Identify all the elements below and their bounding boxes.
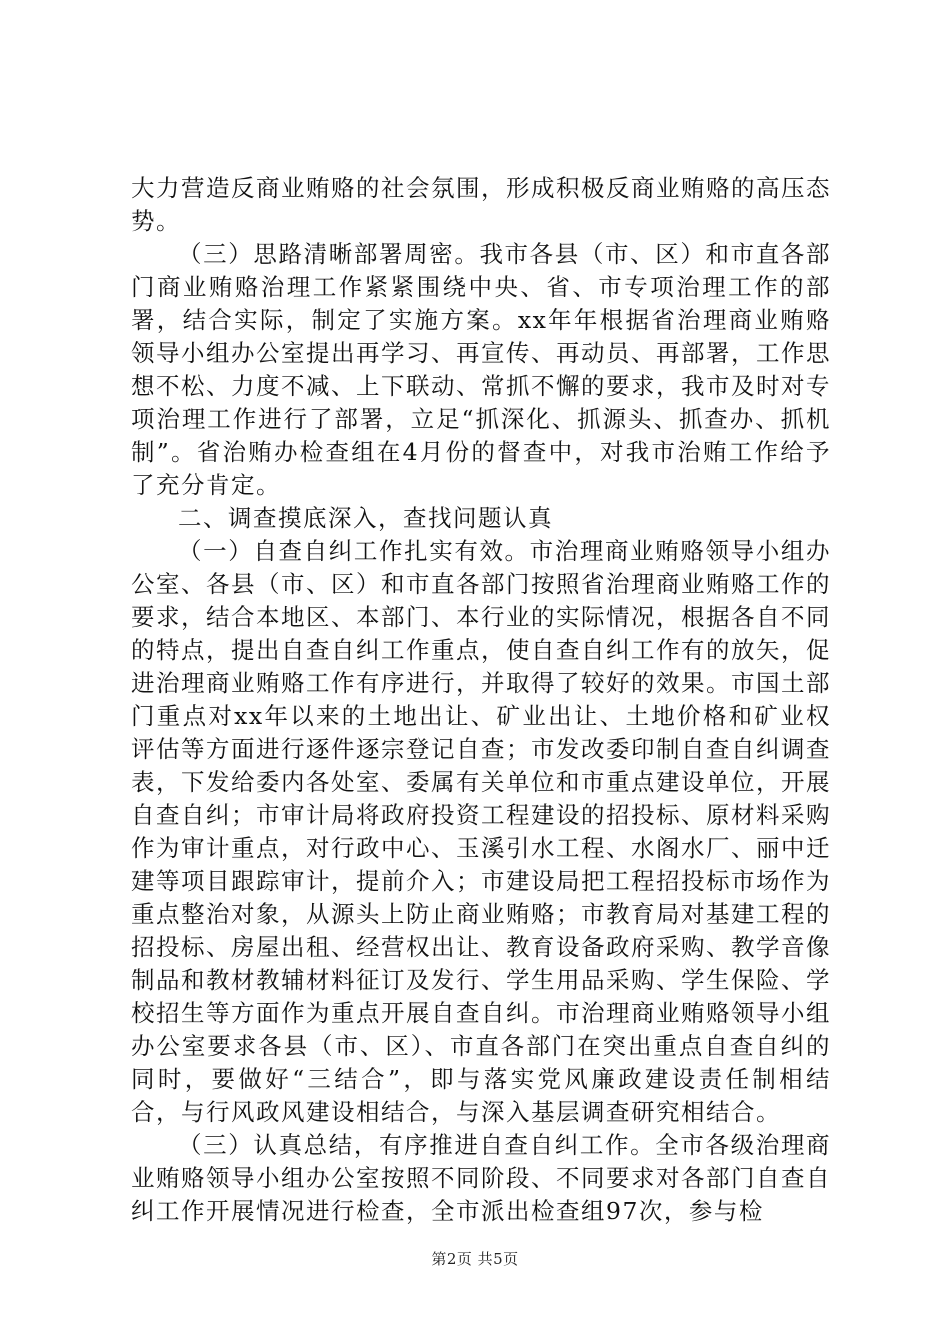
paragraph-section-3-summary: （三）认真总结，有序推进自查自纠工作。全市各级治理商业贿赂领导小组办公室按照不同阶段、不同要求对各部门自查自纠工作开展情况进行检查，全市派出检查组97次，参与检: [131, 1131, 831, 1225]
paragraph-continuation: 大力营造反商业贿赂的社会氛围，形成积极反商业贿赂的高压态势。: [131, 174, 831, 235]
document-body: [131, 172, 831, 1228]
section-heading-2: 二、调查摸底深入，查找问题认真: [178, 504, 553, 532]
paragraph-section-3-deployment: （三）思路清晰部署周密。我市各县（市、区）和市直各部门商业贿赂治理工作紧紧围绕中央、省、市专项治理工作的部署，结合实际，制定了实施方案。xx年年根据省治理商业贿赂领导小组办公室提出再学习、再宣传、再动员、再部署，工作思想不松、力度不减、上下联动、常抓不懈的要求，我市及时对专项治理工作进行了部署，立足“抓深化、抓源头、抓查办、抓机制”。省治贿办检查组在4月份的督查中，对我市治贿工作给予了充分肯定。: [131, 240, 831, 499]
paragraph-section-1-self-check: （一）自查自纠工作扎实有效。市治理商业贿赂领导小组办公室、各县（市、区）和市直各部门按照省治理商业贿赂工作的要求，结合本地区、本部门、本行业的实际情况，根据各自不同的特点，提出自查自纠工作重点，使自查自纠工作有的放矢，促进治理商业贿赂工作有序进行，并取得了较好的效果。市国土部门重点对xx年以来的土地出让、矿业出让、土地价格和矿业权评估等方面进行逐件逐宗登记自查；市发改委印制自查自纠调查表，下发给委内各处室、委属有关单位和市重点建设单位，开展自查自纠；市审计局将政府投资工程建设的招投标、原材料采购作为审计重点，对行政中心、玉溪引水工程、水阁水厂、丽中迁建等项目跟踪审计，提前介入；市建设局把工程招投标市场作为重点整治对象，从源头上防止商业贿赂；市教育局对基建工程的招投标、房屋出租、经营权出让、教育设备政府采购、教学音像制品和教材教辅材料征订及发行、学生用品采购、学生保险、学校招生等方面作为重点开展自查自纠。市治理商业贿赂领导小组办公室要求各县（市、区）、市直各部门在突出重点自查自纠的同时，要做好“三结合”，即与落实党风廉政建设责任制相结合，与行风政风建设相结合，与深入基层调查研究相结合。: [131, 537, 831, 1126]
page-number-footer: 第2页 共5页: [431, 1250, 519, 1268]
